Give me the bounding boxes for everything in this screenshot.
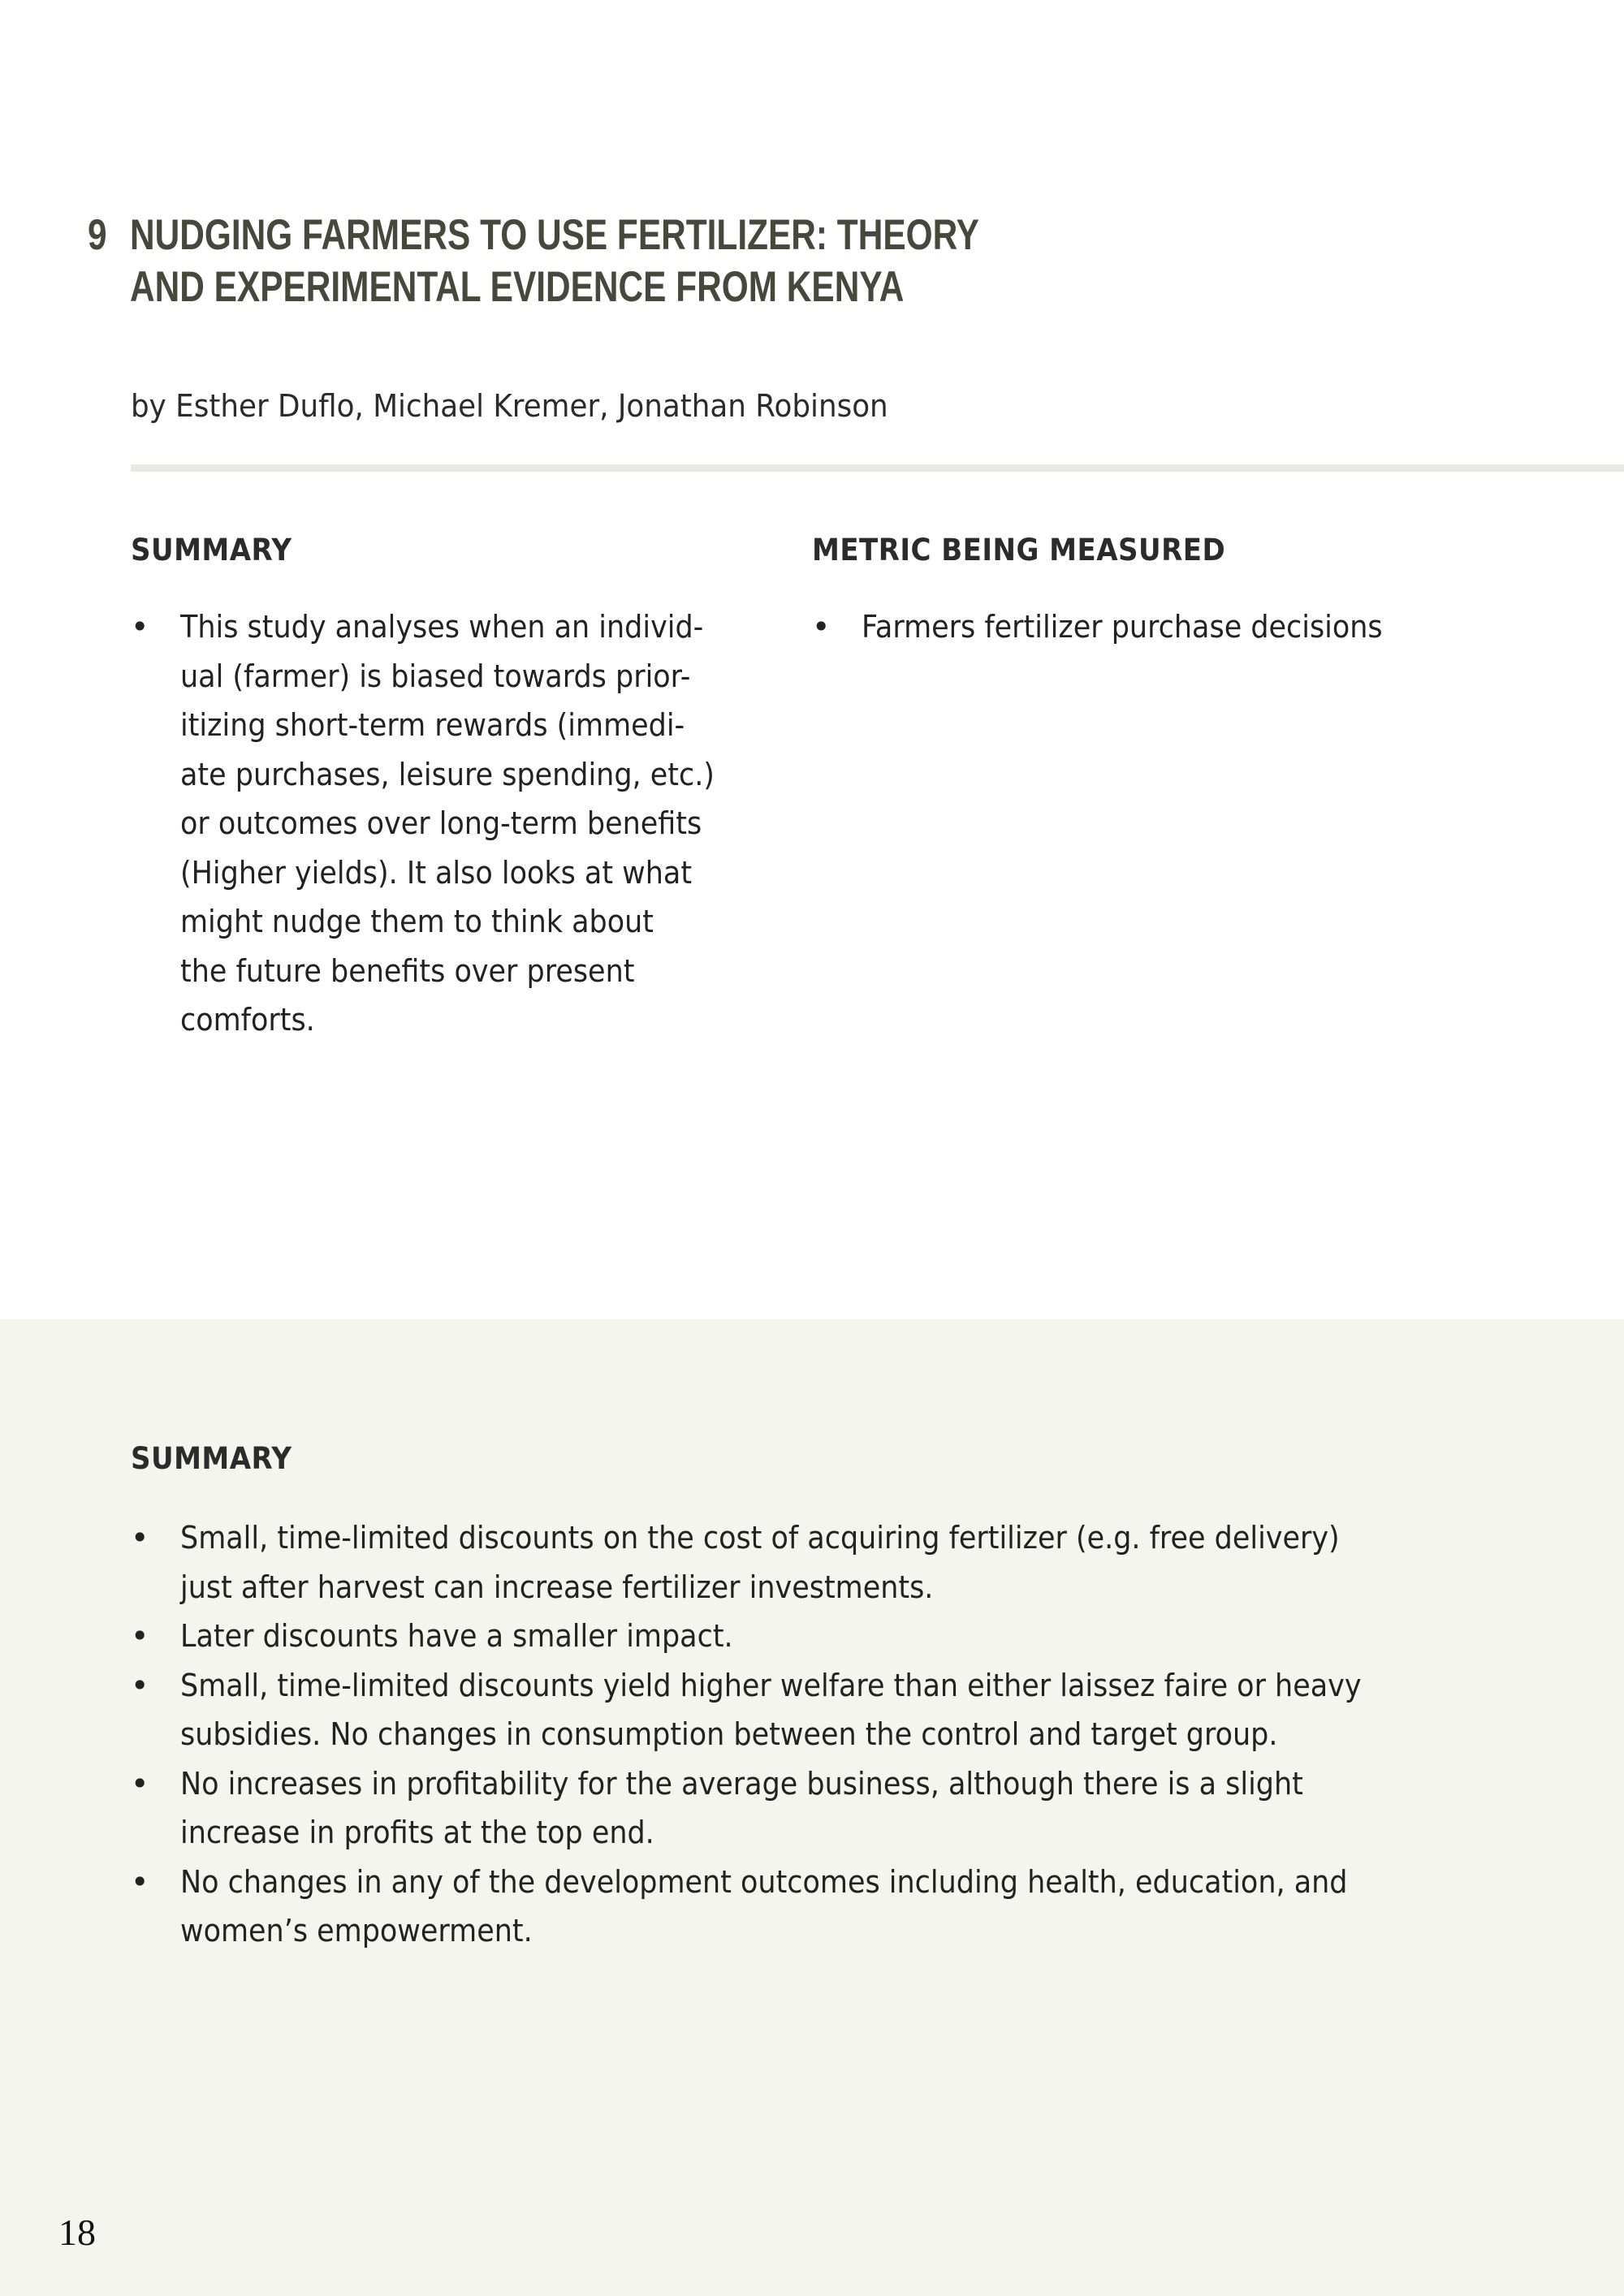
finding-text: No changes in any of the development outcomes including health, education, and women’s empowerment. bbox=[180, 1863, 1348, 1949]
metric-heading: METRIC BEING MEASURED bbox=[812, 533, 1226, 568]
bullet-icon: • bbox=[131, 609, 149, 645]
list-item bbox=[131, 1513, 1527, 1612]
findings-heading: SUMMARY bbox=[131, 1441, 292, 1476]
page-number: 18 bbox=[58, 2212, 96, 2253]
study-number: 9 bbox=[88, 211, 107, 259]
finding-text: Small, time-limited discounts yield higher welfare than either laissez faire or heavy subsidies. No changes in consumption between the control and target group. bbox=[180, 1667, 1362, 1752]
bullet-icon: • bbox=[131, 1667, 149, 1703]
metric-list bbox=[812, 602, 1543, 652]
summary-text: This study analyses when an individ- ual (farmer) is biased towards prior- itizing short-term rewards (immedi- ate purchases, leisure spending, etc.) or outcomes over long-term benefits (Higher yields). It also looks at what might nudge them to think about the future benefits over present comforts. bbox=[180, 609, 715, 1038]
study-title bbox=[130, 209, 1039, 313]
list-item bbox=[131, 1759, 1527, 1858]
summary-heading: SUMMARY bbox=[131, 533, 292, 568]
list-item bbox=[131, 602, 780, 1045]
list-item bbox=[131, 1612, 1527, 1661]
findings-list bbox=[131, 1513, 1527, 1956]
list-item bbox=[131, 1661, 1527, 1759]
bullet-icon: • bbox=[131, 1618, 149, 1654]
finding-text: No increases in profitability for the average business, although there is a slight increase in profits at the top end. bbox=[180, 1765, 1303, 1850]
list-item bbox=[812, 602, 1543, 652]
metric-text: Farmers fertilizer purchase decisions bbox=[862, 609, 1383, 645]
bullet-icon: • bbox=[131, 1863, 149, 1900]
bullet-icon: • bbox=[131, 1520, 149, 1556]
study-title-line-1: NUDGING FARMERS TO USE FERTILIZER: THEORY bbox=[130, 211, 979, 259]
header-divider bbox=[131, 464, 1624, 472]
finding-text: Small, time-limited discounts on the cost of acquiring fertilizer (e.g. free delivery) just after harvest can increase fertilizer investments. bbox=[180, 1520, 1340, 1605]
study-title-line-2: AND EXPERIMENTAL EVIDENCE FROM KENYA bbox=[130, 263, 905, 311]
summary-list bbox=[131, 602, 780, 1045]
authors-line: by Esther Duflo, Michael Kremer, Jonathan Robinson bbox=[131, 388, 888, 424]
list-item bbox=[131, 1858, 1527, 1956]
bullet-icon: • bbox=[812, 609, 831, 645]
finding-text: Later discounts have a smaller impact. bbox=[180, 1618, 733, 1654]
bullet-icon: • bbox=[131, 1765, 149, 1802]
